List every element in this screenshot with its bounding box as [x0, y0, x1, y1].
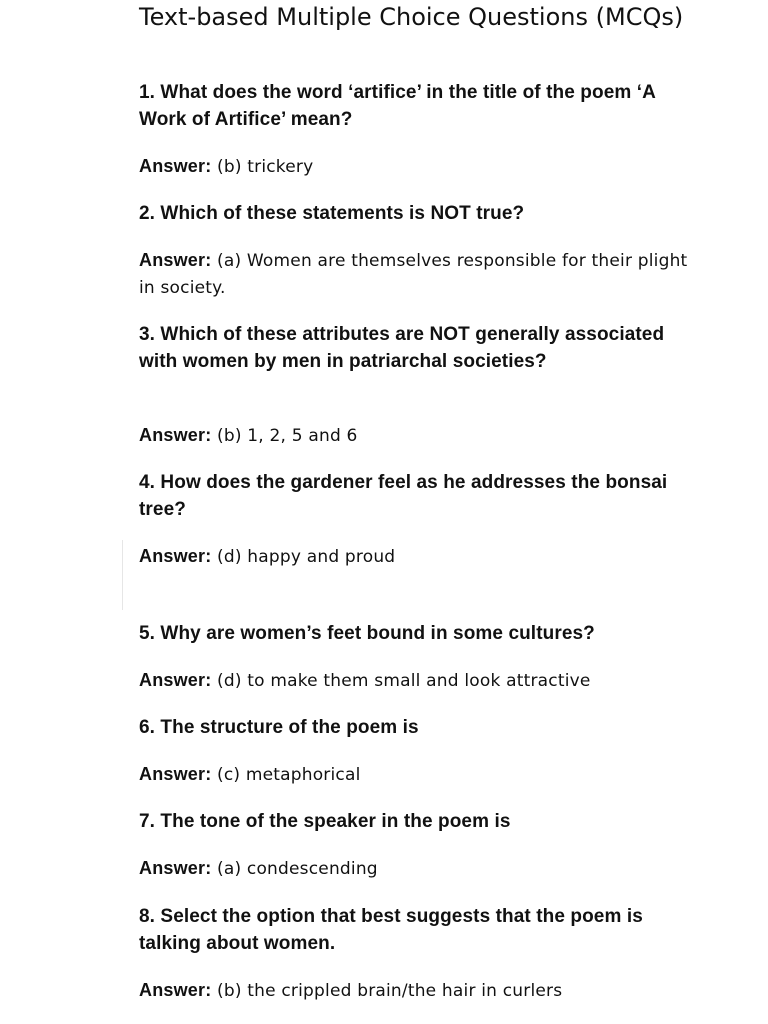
answer-text: (b) the crippled brain/the hair in curlers — [211, 981, 563, 1001]
answer-2 — [139, 247, 699, 302]
answer-label: Answer: — [139, 980, 212, 1000]
answer-label: Answer: — [139, 546, 212, 566]
answer-text: (c) metaphorical — [211, 765, 361, 785]
answer-7 — [139, 855, 699, 883]
question-7: 7. The tone of the speaker in the poem is — [139, 811, 511, 832]
page-title: Text-based Multiple Choice Questions (MCQs) — [139, 3, 684, 31]
answer-8 — [139, 977, 699, 1005]
answer-label: Answer: — [139, 764, 212, 784]
answer-text: (a) Women are themselves responsible for their plight in society. — [139, 251, 688, 298]
answer-label: Answer: — [139, 156, 212, 176]
answer-6 — [139, 761, 699, 789]
question-8: 8. Select the option that best suggests that the poem is talking about women. — [139, 906, 643, 954]
question-3: 3. Which of these attributes are NOT generally associated with women by men in patriarchal societies? — [139, 324, 665, 372]
answer-3 — [139, 422, 699, 450]
question-5: 5. Why are women’s feet bound in some cultures? — [139, 623, 595, 644]
question-1: 1. What does the word ‘artifice’ in the title of the poem ‘A Work of Artifice’ mean? — [139, 82, 656, 130]
margin-divider — [122, 540, 123, 610]
answer-text: (d) to make them small and look attractive — [211, 671, 591, 691]
answer-text: (a) condescending — [211, 859, 378, 879]
question-6: 6. The structure of the poem is — [139, 717, 419, 738]
answer-text: (d) happy and proud — [211, 547, 396, 567]
answer-5 — [139, 667, 699, 695]
answer-text: (b) 1, 2, 5 and 6 — [211, 426, 358, 446]
answer-text: (b) trickery — [211, 157, 314, 177]
answer-label: Answer: — [139, 858, 212, 878]
question-2: 2. Which of these statements is NOT true? — [139, 203, 525, 224]
answer-label: Answer: — [139, 670, 212, 690]
answer-1 — [139, 153, 699, 181]
question-4: 4. How does the gardener feel as he addresses the bonsai tree? — [139, 472, 668, 520]
answer-label: Answer: — [139, 425, 212, 445]
answer-4 — [139, 543, 699, 571]
answer-label: Answer: — [139, 250, 212, 270]
